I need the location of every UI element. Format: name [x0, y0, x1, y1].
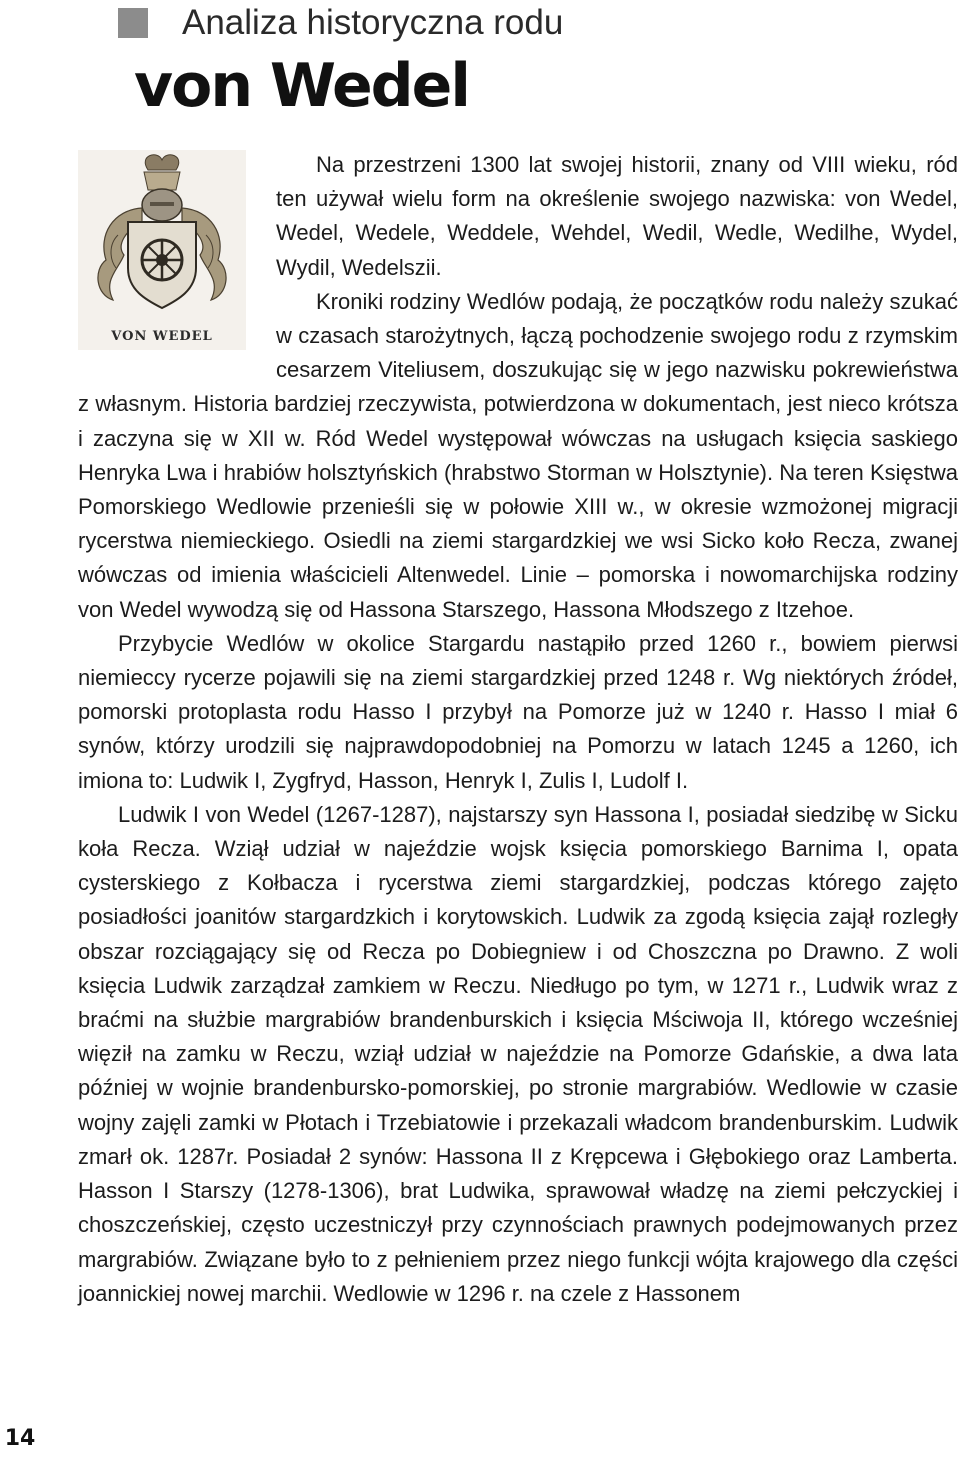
- figure-float-spacer: [78, 148, 276, 354]
- paragraph-1: Na przestrzeni 1300 lat swojej historii, znany od VIII wieku, ród ten używał wielu form na określenie swojego nazwiska: von Wedel, Wedel, Wedele, Weddele, Wehdel, Wedil, Wedle, Wedilhe, Wydel, Wydil, Wedelszii.: [276, 152, 958, 280]
- section-subtitle: Analiza historyczna rodu: [182, 3, 564, 42]
- coat-of-arms-caption: VON WEDEL: [111, 329, 213, 344]
- article-body: [78, 148, 958, 1311]
- paragraph-3: Przybycie Wedlów w okolice Stargardu nastąpiło przed 1260 r., bowiem pierwsi niemieccy rycerze pojawili się na ziemi stargardzkiej przed 1248 r. Wg niektórych źródeł, pomorski protoplasta rodu Hasso I przybył na Pomorze już w 1240 r. Hasso I miał 6 synów, którzy urodzili się najprawdopodobniej na Pomorzu w latach 1245 a 1260, ich imiona to: Ludwik I, Zygfryd, Hasson, Henryk I, Zulis I, Ludolf I.: [78, 630, 958, 793]
- page-number: 14: [0, 1418, 40, 1459]
- paragraph-2: Kroniki rodziny Wedlów podają, że początków rodu należy szukać w czasach starożytnych, łączą pochodzenie swojego rodu z rzymskim cesarzem Viteliusem, doszukując się w jego nazwisku pokrewieństwa z własnym. Historia bardziej rzeczywista, potwierdzona w dokumentach, jest nieco krótsza i zaczyna się w XII w. Ród Wedel występował wówczas na usługach księcia saskiego Henryka Lwa i hrabiów holsztyńskich (hrabstwo Storman w Holsztynie). Na teren Księstwa Pomorskiego Wedlowie przenieśli się w połowie XIII w., w okresie wzmożonej migracji rycerstwa niemieckiego. Osiedli na ziemi stargardzkiej we wsi Sicko koło Recza, zwanej wówczas od imienia właścicieli Altenwedel. Linie – pomorska i nowomarchijska rodziny von Wedel wywodzą się od Hassona Starszego, Hassona Młodszego z Itzehoe.: [78, 288, 958, 622]
- page-title: von Wedel: [134, 51, 469, 121]
- header-square-marker: [118, 8, 148, 38]
- paragraph-4: Ludwik I von Wedel (1267-1287), najstarszy syn Hassona I, posiadał siedzibę w Sicku koła Recza. Wziął udział w najeździe wojsk księcia pomorskiego Barnima I, opata cysterskiego z Kołbacza i rycerstwa ziemi stargardzkiej, podczas którego zajęto posiadłości joanitów stargardzkich i korytowskich. Ludwik za zgodą księcia zajął rozległy obszar rozciągający się od Recza po Dobiegniew i od Choszczna po Drawno. Z woli księcia Ludwik zarządzał zamkiem w Reczu. Niedługo po tym, w 1271 r., Ludwik wraz z braćmi na służbie margrabiów brandenburskich i księcia Mściwoja II, którego wcześniej więził na zamku w Reczu, wziął udział w najeździe na Pomorze Gdańskie, a dwa lata później w wojnie brandenbursko-pomorskiej, po stronie margrabiów. Wedlowie w czasie wojny zajęli zamki w Płotach i Trzebiatowie i przekazali władcom brandenburskim. Ludwik zmarł ok. 1287r. Posiadał 2 synów: Hassona II z Krępcewa i Głębokiego oraz Lamberta. Hasson I Starszy (1278-1306), brat Ludwika, sprawował władzę na ziemi pełczyckiej i choszczeńskiej, często uczestniczył przy czynnościach prawnych podejmowanych przez margrabiów. Związane było to z pełnieniem przez niego funkcji wójta krajowego dla części joannickiej nowej marchii. Wedlowie w 1296 r. na czele z Hassonem: [78, 801, 958, 1306]
